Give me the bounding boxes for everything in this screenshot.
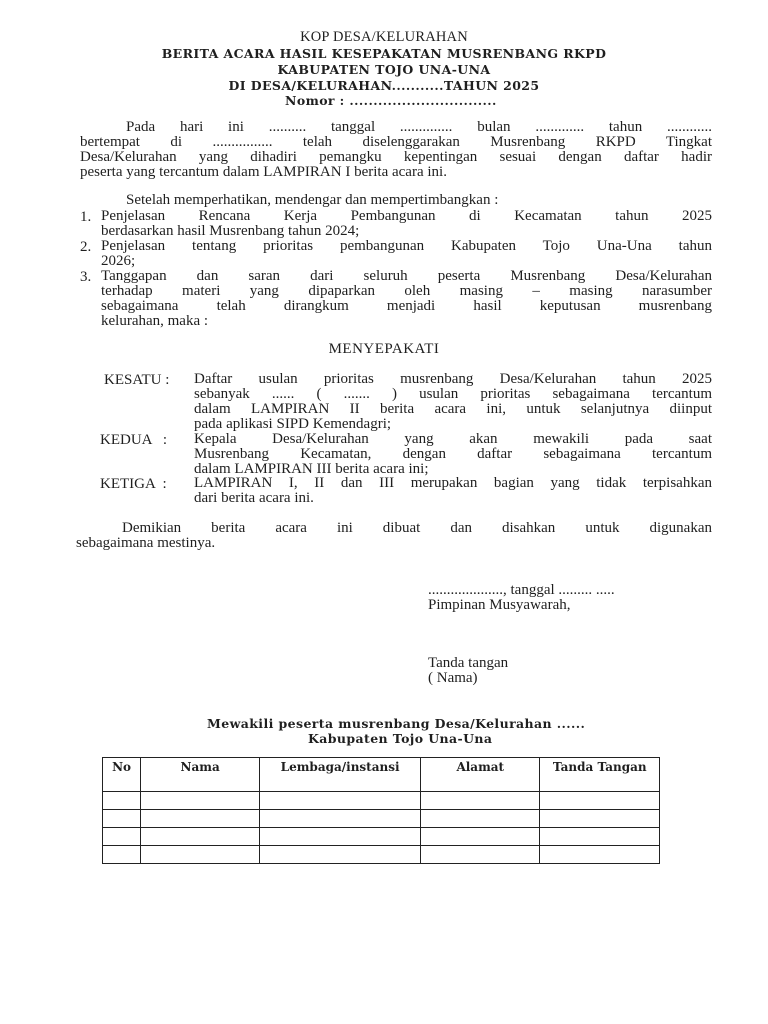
desa-tahun-line: DI DESA/KELURAHAN...........TAHUN 2025: [228, 78, 540, 93]
table-row: [103, 828, 660, 846]
table-cell: [103, 828, 141, 846]
place-date-line: ...................., tanggal ......... .....: [428, 582, 615, 598]
table-cell: [540, 828, 660, 846]
decision-1-line-4: pada aplikasi SIPD Kemendagri;: [194, 416, 392, 432]
list-item-2-line-1: Penjelasan tentang prioritas pembangunan Kabupaten Tojo Una-Una tahun: [101, 238, 712, 254]
decision-label-ketiga: KETIGA :: [100, 476, 167, 492]
decision-2-line-3: dalam LAMPIRAN III berita acara ini;: [194, 461, 429, 477]
list-item-1-line-2: berdasarkan hasil Musrenbang tahun 2024;: [101, 223, 360, 239]
column-header-lembaga: Lembaga/instansi: [260, 758, 421, 792]
signatory-role: Pimpinan Musyawarah,: [428, 597, 571, 613]
nomor-line: Nomor : ...............................: [285, 93, 497, 108]
document-title: BERITA ACARA HASIL KESEPAKATAN MUSRENBANG RKPD: [161, 46, 607, 61]
table-cell: [141, 828, 260, 846]
participants-caption: Mewakili peserta musrenbang Desa/Kelurahan ......: [207, 716, 586, 731]
table-cell: [260, 810, 421, 828]
letterhead-placeholder: KOP DESA/KELURAHAN: [300, 29, 468, 45]
column-header-nama: Nama: [141, 758, 260, 792]
table-cell: [260, 828, 421, 846]
list-item-3-line-2: terhadap materi yang dipaparkan oleh masing – masing narasumber: [101, 283, 712, 299]
table-cell: [141, 846, 260, 864]
column-header-tanda-tangan: Tanda Tangan: [540, 758, 660, 792]
opening-line-1: Pada hari ini .......... tanggal .............. bulan ............. tahun ............: [126, 119, 712, 135]
list-number: 3.: [80, 269, 92, 285]
table-cell: [141, 792, 260, 810]
table-cell: [103, 792, 141, 810]
decision-label-kesatu: KESATU :: [104, 372, 170, 388]
decision-2-line-2: Musrenbang Kecamatan, dengan daftar sebagaimana tercantum: [194, 446, 712, 462]
table-cell: [421, 792, 540, 810]
kabupaten-line: KABUPATEN TOJO UNA-UNA: [277, 62, 491, 77]
decision-3-line-2: dari berita acara ini.: [194, 490, 314, 506]
table-cell: [421, 828, 540, 846]
table-cell: [540, 846, 660, 864]
table-cell: [141, 810, 260, 828]
list-item-1-line-1: Penjelasan Rencana Kerja Pembangunan di Kecamatan tahun 2025: [101, 208, 712, 224]
table-header-row: [103, 758, 660, 792]
list-item-3-line-1: Tanggapan dan saran dari seluruh peserta Musrenbang Desa/Kelurahan: [101, 268, 712, 284]
list-item-3-line-3: sebagaimana telah dirangkum menjadi hasil keputusan musrenbang: [101, 298, 712, 314]
decision-1-line-3: dalam LAMPIRAN II berita acara ini, untuk selanjutnya diinput: [194, 401, 712, 417]
closing-line-1: Demikian berita acara ini dibuat dan disahkan untuk digunakan: [122, 520, 712, 536]
signatory-name: ( Nama): [428, 670, 478, 686]
table-row: [103, 810, 660, 828]
table-cell: [260, 792, 421, 810]
column-header-alamat: Alamat: [421, 758, 540, 792]
participants-caption-kabupaten: Kabupaten Tojo Una-Una: [308, 731, 493, 746]
table-cell: [540, 792, 660, 810]
considering-intro: Setelah memperhatikan, mendengar dan mempertimbangkan :: [126, 192, 499, 208]
table-cell: [260, 846, 421, 864]
opening-line-3: Desa/Kelurahan yang dihadiri pemangku kepentingan sesuai dengan daftar hadir: [80, 149, 712, 165]
list-item-2-line-2: 2026;: [101, 253, 136, 269]
table-cell: [103, 846, 141, 864]
list-number: 1.: [80, 209, 92, 225]
opening-line-2: bertempat di ................ telah diselenggarakan Musrenbang RKPD Tingkat: [80, 134, 712, 150]
table-cell: [103, 810, 141, 828]
decision-1-line-1: Daftar usulan prioritas musrenbang Desa/Kelurahan tahun 2025: [194, 371, 712, 387]
opening-line-4: peserta yang tercantum dalam LAMPIRAN I berita acara ini.: [80, 164, 447, 180]
signature-placeholder: Tanda tangan: [428, 655, 509, 671]
decision-label-kedua: KEDUA :: [100, 432, 168, 448]
agree-heading: MENYEPAKATI: [328, 341, 440, 357]
decision-2-line-1: Kepala Desa/Kelurahan yang akan mewakili pada saat: [194, 431, 712, 447]
table-row: [103, 846, 660, 864]
participants-table: [102, 757, 660, 864]
decision-3-line-1: LAMPIRAN I, II dan III merupakan bagian yang tidak terpisahkan: [194, 475, 712, 491]
table-cell: [540, 810, 660, 828]
table-cell: [421, 810, 540, 828]
closing-line-2: sebagaimana mestinya.: [76, 535, 216, 551]
list-item-3-line-4: kelurahan, maka :: [101, 313, 209, 329]
list-number: 2.: [80, 239, 92, 255]
table-row: [103, 792, 660, 810]
decision-1-line-2: sebanyak ...... ( ....... ) usulan prioritas sebagaimana tercantum: [194, 386, 712, 402]
column-header-no: No: [103, 758, 141, 792]
table-cell: [421, 846, 540, 864]
